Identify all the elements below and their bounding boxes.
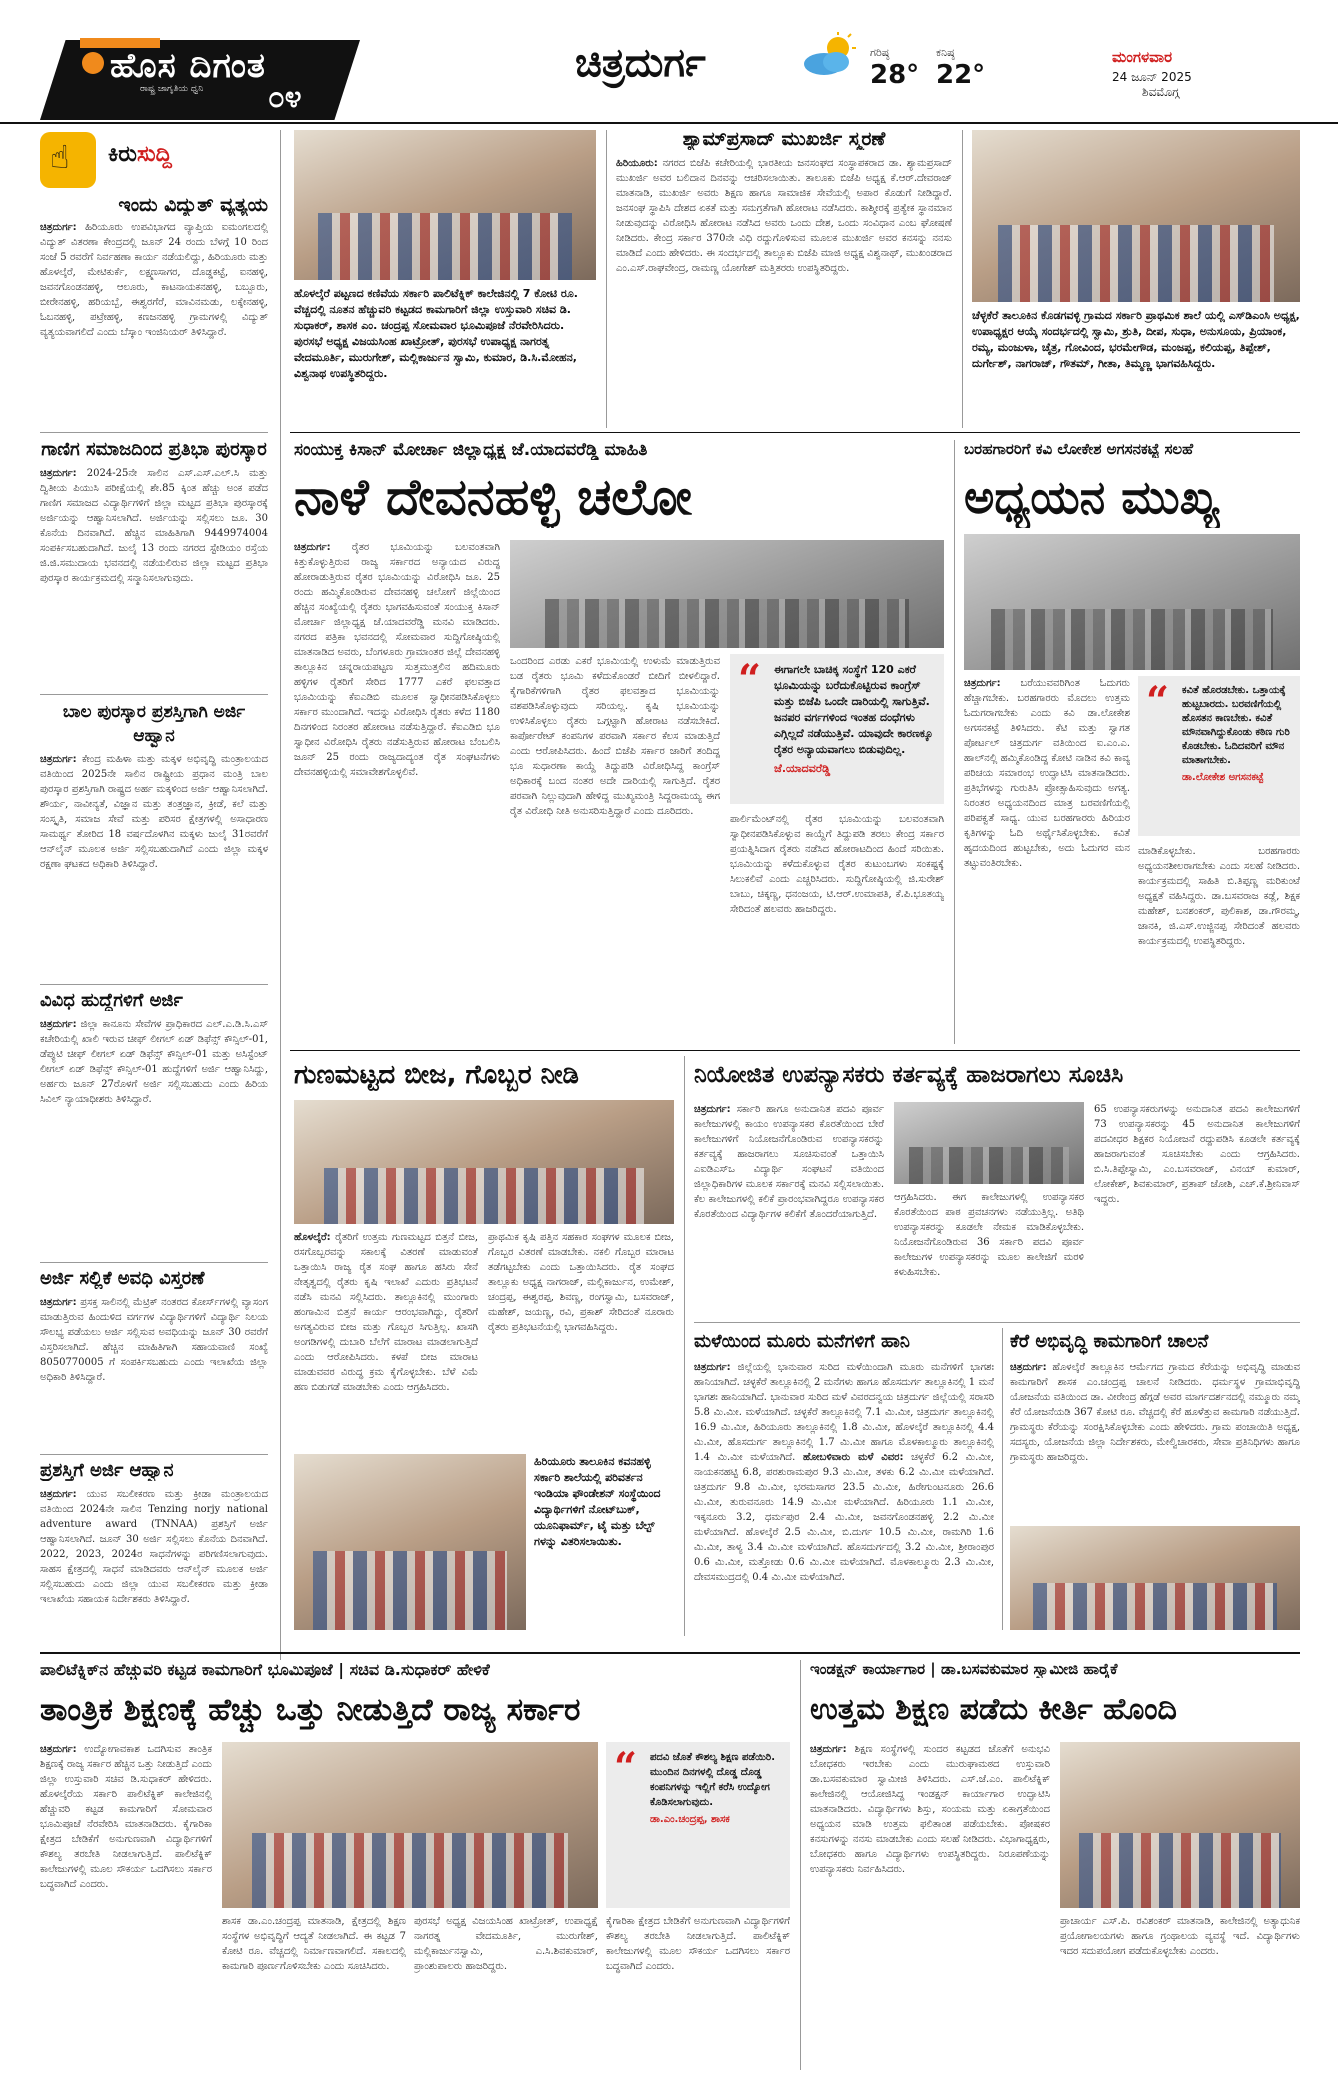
kere-body: [1010, 1360, 1300, 1520]
male-text-1: ಜಿಲ್ಲೆಯಲ್ಲಿ ಭಾನುವಾರ ಸುರಿದ ಮಳೆಯಿಂದಾಗಿ ಮೂರು ಮನೆಗಳಿಗೆ ಭಾಗಶಃ ಹಾನಿಯಾಗಿದೆ. ಚಳ್ಳಕೆರೆ ತಾಲ್ಲೂಕಿನಲ್ಲಿ 2 ಮನೆಗಳು ಹಾಗೂ ಹೊಸದುರ್ಗ ತಾಲ್ಲೂಕಿನಲ್ಲಿ 1 ಮನೆ ಭಾಗಶಃ ಹಾನಿಯಾಗಿದೆ. ಭಾನುವಾರ ಸುರಿದ ಮಳೆ ವಿವರದನ್ವಯ ಚಿತ್ರದುರ್ಗ ಜಿಲ್ಲೆಯಲ್ಲಿ ಸರಾಸರಿ 5.8 ಮಿ.ಮೀ. ಮಳೆಯಾಗಿದೆ. ಚಳ್ಳಕೆರೆ ತಾಲ್ಲೂಕಿನಲ್ಲಿ 7.1 ಮಿ.ಮೀ, ಚಿತ್ರದುರ್ಗ ತಾಲ್ಲೂಕಿನಲ್ಲಿ 16.9 ಮಿ.ಮೀ, ಹಿರಿಯೂರು ತಾಲ್ಲೂಕಿನಲ್ಲಿ 1.8 ಮಿ.ಮೀ, ಹೊಳಲ್ಕೆರೆ ತಾಲ್ಲೂಕಿನಲ್ಲಿ 4.4 ಮಿ.ಮೀ, ಹೊಸದುರ್ಗ ತಾಲ್ಲೂಕಿನಲ್ಲಿ 1.7 ಮಿ.ಮೀ ಹಾಗೂ ಮೊಳಕಾಲ್ಮೂರು ತಾಲ್ಲೂಕಿನಲ್ಲಿ 1.4 ಮಿ.ಮೀ ಮಳೆಯಾಗಿದೆ.: [694, 1362, 994, 1463]
photo-book-release: [964, 534, 1300, 670]
lead-body-col2: ಒಂದರಿಂದ ಎರಡು ಎಕರೆ ಭೂಮಿಯಲ್ಲಿ ಉಳುಮೆ ಮಾಡುತ್ತಿರುವ ಬಡ ರೈತರು ಭೂಮಿ ಕಳೆದುಕೊಂಡರೆ ಬೀದಿಗೆ ಬೀಳಲಿದ್ದಾರೆ. ಕೈಗಾರಿಕೆಗಳಿಗಾಗಿ ರೈತರ ಫಲವತ್ತಾದ ಭೂಮಿಯನ್ನು ವಶಪಡಿಸಿಕೊಳ್ಳುವುದು ಸರಿಯಲ್ಲ. ಕೃಷಿ ಭೂಮಿಯನ್ನು ಉಳಿಸಿಕೊಳ್ಳಲು ರೈತರು ಒಗ್ಗಟ್ಟಾಗಿ ಹೋರಾಟ ನಡೆಸಬೇಕಿದೆ. ಕಾರ್ಪೋರೇಟ್ ಕಂಪನಿಗಳ ಪರವಾಗಿ ಸರ್ಕಾರ ಕೆಲಸ ಮಾಡುತ್ತಿದೆ ಎಂದು ಆರೋಪಿಸಿದರು. ಹಿಂದೆ ಬಿಜೆಪಿ ಸರ್ಕಾರ ಜಾರಿಗೆ ತಂದಿದ್ದ ಭೂ ಸುಧಾರಣಾ ಕಾಯ್ದೆ ತಿದ್ದುಪಡಿ ವಿರೋಧಿಸಿದ್ದ ಕಾಂಗ್ರೆಸ್ ಅಧಿಕಾರಕ್ಕೆ ಬಂದ ನಂತರ ಅದೇ ದಾರಿಯಲ್ಲಿ ಸಾಗುತ್ತಿದೆ. ರೈತರ ಪರವಾಗಿ ನಿಲ್ಲುವುದಾಗಿ ಹೇಳಿದ್ದ ಮುಖ್ಯಮಂತ್ರಿ ಸಿದ್ದರಾಮಯ್ಯ ಈಗ ರೈತ ವಿರೋಧಿ ನೀತಿ ಅನುಸರಿಸುತ್ತಿದ್ದಾರೆ ಎಂದು ದೂರಿದರು.: [510, 656, 720, 817]
polytechnic-body-col3: ಪುರಸಭೆ ಅಧ್ಯಕ್ಷ ವಿಜಯಸಿಂಹ ಖಾಟ್ರೋತ್, ಉಪಾಧ್ಯಕ್ಷೆ ನಾಗರತ್ನ ವೇದಮೂರ್ತಿ, ಮುರುಗೇಶ್, ಮಲ್ಲಿಕಾರ್ಜುನಸ್ವಾಮಿ, ಎ.ಸಿ.ಶಿವಕುಮಾರ್, ಪ್ರಾಂಶುಪಾಲರು ಹಾಜರಿದ್ದರು.: [414, 1916, 598, 1972]
photo-caption: ಹೊಳಲ್ಕೆರೆ ಪಟ್ಟಣದ ಕಣಿವೆಯ ಸರ್ಕಾರಿ ಪಾಲಿಟೆಕ್ನಿಕ್ ಕಾಲೇಜಿನಲ್ಲಿ 7 ಕೋಟಿ ರೂ. ವೆಚ್ಚದಲ್ಲಿ ನೂತನ ಹೆಚ್ಚುವರಿ ಕಟ್ಟಡದ ಕಾಮಗಾರಿಗೆ ಜಿಲ್ಲಾ ಉಸ್ತುವಾರಿ ಸಚಿವ ಡಿ. ಸುಧಾಕರ್, ಶಾಸಕ ಎಂ. ಚಂದ್ರಪ್ಪ ಸೋಮವಾರ ಭೂಮಿಪೂಜೆ ನೆರವೇರಿಸಿದರು. ಪುರಸಭೆ ಅಧ್ಯಕ್ಷ ವಿಜಯಸಿಂಹ ಖಾಟ್ರೋತ್, ಪುರಸಭೆ ಉಪಾಧ್ಯಕ್ಷ ನಾಗರತ್ನ ವೇದಮೂರ್ತಿ, ಮುರುಗೇಶ್, ಮಲ್ಲಿಕಾರ್ಜುನ ಸ್ವಾಮಿ, ಕುಮಾರ, ಡಿ.ಸಿ.ಮೋಹನ, ವಿಶ್ವನಾಥ ಉಪಸ್ಥಿತರಿದ್ದರು.: [294, 287, 578, 380]
quote-mark-icon: “: [614, 1744, 638, 1791]
column-rule: [684, 1056, 685, 1636]
section-rule: [290, 1050, 1300, 1051]
polytechnic-body-col1: [40, 1742, 212, 2068]
max-temp-value: 28°: [870, 60, 920, 90]
issue-place: ಶಿವಮೊಗ್ಗ: [1142, 85, 1180, 99]
brief-3: [40, 700, 268, 980]
brief-5: [40, 1268, 268, 1475]
kere-text: ಹೊಳಲ್ಕೆರೆ ತಾಲ್ಲೂಕಿನ ಆರ್ಮೆಗದ ಗ್ರಾಮದ ಕೆರೆಯನ್ನು ಅಭಿವೃದ್ಧಿ ಮಾಡುವ ಕಾಮಗಾರಿಗೆ ಶಾಸಕ ಎಂ.ಚಂದ್ರಪ್ಪ ಚಾಲನೆ ನೀಡಿದರು. ಧರ್ಮಸ್ಥಳ ಗ್ರಾಮಾಭಿವೃದ್ಧಿ ಯೋಜನೆಯ ವತಿಯಿಂದ ಡಾ. ವೀರೇಂದ್ರ ಹೆಗ್ಗಡೆ ಅವರ ಮಾರ್ಗದರ್ಶನದಲ್ಲಿ ನಮ್ಮೂರು ನಮ್ಮ ಕೆರೆ ಯೋಜನೆಯಡಿ 367 ಕೋಟಿ ರೂ. ವೆಚ್ಚದಲ್ಲಿ ಕೆರೆ ಹೂಳೆತ್ತುವ ಕಾಮಗಾರಿ ನಡೆಯುತ್ತಿದೆ. ಗ್ರಾಮಸ್ಥರು ಕೆರೆಯನ್ನು ಸಂರಕ್ಷಿಸಿಕೊಳ್ಳಬೇಕು ಎಂದು ಹೇಳಿದರು. ಗ್ರಾಮ ಪಂಚಾಯಿತಿ ಅಧ್ಯಕ್ಷ, ಸದಸ್ಯರು, ಯೋಜನೆಯ ಜಿಲ್ಲಾ ನಿರ್ದೇಶಕರು, ಮೇಲ್ವಿಚಾರಕರು, ಸೇವಾ ಪ್ರತಿನಿಧಿಗಳು ಹಾಗೂ ಗ್ರಾಮಸ್ಥರು ಹಾಜರಿದ್ದರು.: [1010, 1362, 1300, 1463]
divider: [40, 1454, 268, 1455]
story-dateline: ಹಿರಿಯೂರು:: [616, 158, 658, 169]
brief-text: ಹಿರಿಯೂರು ಉಪವಿಭಾಗದ ವ್ಯಾಪ್ತಿಯ ಐಮಂಗಲದಲ್ಲಿ ವಿದ್ಯುತ್ ವಿತರಣಾ ಕೇಂದ್ರದಲ್ಲಿ ಜೂನ್ 24 ರಂದು ಬೆಳಗ್ಗೆ 10 ರಿಂದ ಸಂಜೆ 5 ರವರೆಗೆ ನಿರ್ವಹಣಾ ಕಾರ್ಯ ನಡೆಯಲಿದ್ದು, ಹಿರಿಯೂರು ಮತ್ತು ಹೊಳಲ್ಕೆರೆ, ಮೇಟಿಕುರ್ಕೆ, ಲಕ್ಷ್ಮಣಸಾಗರ, ದೊಡ್ಡಕಟ್ಟೆ, ಐನಹಳ್ಳಿ, ಜವನಗೊಂಡನಹಳ್ಳಿ, ಆಲೂರು, ಕಾಟನಾಯಕನಹಳ್ಳಿ, ಬಬ್ಬೂರು, ಬೀರೇನಹಳ್ಳಿ, ಹರಿಯಬ್ಬೆ, ಈಶ್ವರಗೆರೆ, ಮಾವಿನಮಡು, ಲಕ್ಕೇನಹಳ್ಳಿ, ಓಬನಹಳ್ಳಿ, ಪಟ್ರೇಹಳ್ಳಿ, ಕಣಜನಹಳ್ಳಿ ಗ್ರಾಮಗಳಲ್ಲಿ ವಿದ್ಯುತ್ ವ್ಯತ್ಯಯವಾಗಲಿದೆ ಎಂದು ಬೆಸ್ಕಾಂ ಇಂಜಿನಿಯರ್ ತಿಳಿಸಿದ್ದಾರೆ.: [40, 222, 268, 338]
masthead-rule: [0, 122, 1338, 124]
kiru-suddi-title: [108, 142, 172, 167]
photo-school-distribution: [294, 1454, 526, 1630]
male-headline: ಮಳೆಯಿಂದ ಮೂರು ಮನೆಗಳಿಗೆ ಹಾನಿ: [694, 1331, 910, 1352]
min-temp-value: 22°: [936, 60, 986, 90]
min-temp: [936, 46, 985, 90]
brief-dateline: ಚಿತ್ರದುರ್ಗ:: [40, 1489, 77, 1500]
photo-polytechnic-bhoomipooja: [294, 130, 596, 280]
beeja-headline: ಗುಣಮಟ್ಟದ ಬೀಜ, ಗೊಬ್ಬರ ನೀಡಿ: [294, 1060, 579, 1090]
brief-text: ಜಿಲ್ಲಾ ಕಾನೂನು ಸೇವೆಗಳ ಪ್ರಾಧಿಕಾರದ ಎಲ್.ಎ.ಡಿ.ಸಿ.ಎಸ್ ಕಚೇರಿಯಲ್ಲಿ ಖಾಲಿ ಇರುವ ಚೀಫ್ ಲೀಗಲ್ ಏಡ್ ಡಿಫೆನ್ಸ್ ಕೌನ್ಸಿಲ್-01, ಡೆಪ್ಯುಟಿ ಚೀಫ್ ಲೀಗಲ್ ಏಡ್ ಡಿಫೆನ್ಸ್ ಕೌನ್ಸಿಲ್-01 ಮತ್ತು ಅಸಿಸ್ಟೆಂಟ್ ಲೀಗಲ್ ಏಡ್ ಡಿಫೆನ್ಸ್ ಕೌನ್ಸಿಲ್-01 ಹುದ್ದೆಗಳಿಗೆ ಅರ್ಜಿ ಆಹ್ವಾನಿಸಿದ್ದು, ಅರ್ಹರು ಜೂನ್ 27ರೊಳಗೆ ಅರ್ಜಿ ಸಲ್ಲಿಸಬಹುದು ಎಂದು ಹಿರಿಯ ಸಿವಿಲ್ ನ್ಯಾಯಾಧೀಶರು ತಿಳಿಸಿದ್ದಾರೆ.: [40, 1019, 268, 1105]
adhyayana-kicker: ಬರಹಗಾರರಿಗೆ ಕವಿ ಲೋಕೇಶ ಅಗಸನಕಟ್ಟೆ ಸಲಹೆ: [964, 440, 1194, 458]
brief-body: [40, 752, 268, 980]
divider: [40, 432, 268, 433]
photo-sdmc-election: [972, 130, 1300, 302]
kiru-title-black: ಕಿರು: [108, 142, 137, 167]
upanyasaka-dateline: ಚಿತ್ರದುರ್ಗ:: [694, 1104, 731, 1115]
adhyayana-body-col1: [964, 676, 1130, 1044]
quote-text: ಕವಿತೆ ಹೊರಡಬೇಕು. ಒತ್ತಾಯಕ್ಕೆ ಹುಟ್ಟಬಾರದು. ಬರವಣಿಗೆಯಲ್ಲಿ ಹೊಸತನ ಕಾಣಬೇಕು. ಕವಿತೆ ಮೌನವಾಗಿದ್ದುಕೊಂಡು ಕಠಿಣ ಗುರಿ ಕೊಡಬೇಕು. ಓದಿದವರಿಗೆ ಮೌನ ಮಾತಾಗಬೇಕು.: [1182, 685, 1290, 766]
brief-headline: ಬಾಲ ಪುರಸ್ಕಾರ ಪ್ರಶಸ್ತಿಗಾಗಿ ಅರ್ಜಿ ಆಹ್ವಾನ: [62, 702, 246, 746]
kere-headline: ಕೆರೆ ಅಭಿವೃದ್ಧಿ ಕಾಮಗಾರಿಗೆ ಚಾಲನೆ: [1010, 1331, 1209, 1352]
story-mukherjee: [616, 128, 952, 424]
brief-headline: ಪ್ರಶಸ್ತಿಗೆ ಅರ್ಜಿ ಆಹ್ವಾನ: [40, 1460, 174, 1481]
story-headline: ಶ್ಯಾಮ್‌ಪ್ರಸಾದ್ ಮುಖರ್ಜಿ ಸ್ಮರಣೆ: [682, 128, 886, 150]
story-body: [616, 156, 952, 424]
beeja-text-1: ರೈತರಿಗೆ ಉತ್ತಮ ಗುಣಮಟ್ಟದ ಬಿತ್ತನೆ ಬೀಜ, ರಸಗೊಬ್ಬರವನ್ನು ಸಕಾಲಕ್ಕೆ ವಿತರಣೆ ಮಾಡುವಂತೆ ಒತ್ತಾಯಿಸಿ ರಾಜ್ಯ ರೈತ ಸಂಘ ಹಾಗೂ ಹಸಿರು ಸೇನೆ ನೇತೃತ್ವದಲ್ಲಿ ರೈತರು ಕೃಷಿ ಇಲಾಖೆ ಎದುರು ಪ್ರತಿಭಟನೆ ನಡೆಸಿ ಮನವಿ ಸಲ್ಲಿಸಿದರು. ತಾಲ್ಲೂಕಿನಲ್ಲಿ ಮುಂಗಾರು ಹಂಗಾಮಿನ ಬಿತ್ತನೆ ಕಾರ್ಯ ಆರಂಭವಾಗಿದ್ದು, ರೈತರಿಗೆ ಅಗತ್ಯವಿರುವ ಬೀಜ ಮತ್ತು ಗೊಬ್ಬರ ಸಿಗುತ್ತಿಲ್ಲ. ಖಾಸಗಿ ಅಂಗಡಿಗಳಲ್ಲಿ ದುಬಾರಿ ಬೆಲೆಗೆ ಮಾರಾಟ ಮಾಡಲಾಗುತ್ತಿದೆ ಎಂದು ಆರೋಪಿಸಿದರು. ಕಳಪೆ ಬೀಜ ಮಾರಾಟ ಮಾಡುವವರ ವಿರುದ್ಧ ಕ್ರಮ ಕೈಗೊಳ್ಳಬೇಕು. ಬೆಳೆ ವಿಮೆ ಹಣ ಬಿಡುಗಡೆ ಮಾಡಬೇಕು ಎಂದು ಆಗ್ರಹಿಸಿದರು.: [294, 1232, 478, 1393]
male-dateline: ಚಿತ್ರದುರ್ಗ:: [694, 1362, 731, 1373]
shikshana-headline: ಉತ್ತಮ ಶಿಕ್ಷಣ ಪಡೆದು ಕೀರ್ತಿ ಹೊಂದಿ: [810, 1692, 1177, 1727]
photo-lake-work: [1010, 1526, 1300, 1630]
brief-text: ಕೇಂದ್ರ ಮಹಿಳಾ ಮತ್ತು ಮಕ್ಕಳ ಅಭಿವೃದ್ಧಿ ಮಂತ್ರಾಲಯದ ವತಿಯಿಂದ 2025ನೇ ಸಾಲಿನ ರಾಷ್ಟ್ರೀಯ ಪ್ರಧಾನ ಮಂತ್ರಿ ಬಾಲ ಪುರಸ್ಕಾರ ಪ್ರಶಸ್ತಿಗಾಗಿ ರಾಷ್ಟ್ರದ ಅರ್ಹ ಮಕ್ಕಳಿಂದ ಅರ್ಜಿ ಆಹ್ವಾನಿಸಲಾಗಿದೆ. ಶೌರ್ಯ, ನಾವೀನ್ಯತೆ, ವಿಜ್ಞಾನ ಮತ್ತು ತಂತ್ರಜ್ಞಾನ, ಕ್ರೀಡೆ, ಕಲೆ ಮತ್ತು ಸಂಸ್ಕೃತಿ, ಸಮಾಜ ಸೇವೆ ಮತ್ತು ಪರಿಸರ ಕ್ಷೇತ್ರಗಳಲ್ಲಿ ಅಸಾಧಾರಣ ಸಾಮರ್ಥ್ಯ ತೋರಿದ 18 ವರ್ಷದೊಳಗಿನ ಮಕ್ಕಳು ಜುಲೈ 31ರವರೆಗೆ ಆನ್‌ಲೈನ್ ಮೂಲಕ ಅರ್ಜಿ ಸಲ್ಲಿಸಬಹುದಾಗಿದೆ ಎಂದು ಜಿಲ್ಲಾ ಮಕ್ಕಳ ರಕ್ಷಣಾ ಘಟಕದ ಅಧಿಕಾರಿ ತಿಳಿಸಿದ್ದಾರೆ.: [40, 754, 268, 870]
brief-text: 2024-25ನೇ ಸಾಲಿನ ಎಸ್.ಎಸ್.ಎಲ್.ಸಿ ಮತ್ತು ದ್ವಿತೀಯ ಪಿಯುಸಿ ಪರೀಕ್ಷೆಯಲ್ಲಿ ಶೇ.85 ಕ್ಕಿಂತ ಹೆಚ್ಚು ಅಂಕ ಪಡೆದ ಗಾಣಿಗ ಸಮಾಜದ ವಿದ್ಯಾರ್ಥಿಗಳಿಗೆ ಜಿಲ್ಲಾ ಮಟ್ಟದ ಪ್ರತಿಭಾ ಪುರಸ್ಕಾರಕ್ಕೆ ಅರ್ಜಿಯನ್ನು ಆಹ್ವಾನಿಸಲಾಗಿದೆ. ಅರ್ಜಿಯನ್ನು ಸಲ್ಲಿಸಲು ಜೂ. 30 ಕೊನೆಯ ದಿನವಾಗಿದೆ. ಹೆಚ್ಚಿನ ಮಾಹಿತಿಗಾಗಿ 9449974004 ಸಂಪರ್ಕಿಸಬಹುದಾಗಿದೆ. ಜುಲೈ 13 ರಂದು ನಗರದ ಸ್ಟೇಡಿಯಂ ರಸ್ತೆಯ ಜಿ.ಜಿ.ಸಮುದಾಯ ಭವನದಲ್ಲಿ ನಡೆಯಲಿರುವ ಜಿಲ್ಲಾ ಮಟ್ಟದ ಪ್ರತಿಭಾ ಪುರಸ್ಕಾರ ಕಾರ್ಯಕ್ರಮದಲ್ಲಿ ಸನ್ಮಾನಿಸಲಾಗುವುದು.: [40, 468, 268, 584]
brief-body: [40, 1487, 268, 1663]
adhyayana-body-col2: ಮಾಡಿಕೊಳ್ಳಬೇಕು. ಬರಹಗಾರರು ಅಧ್ಯಯನಶೀಲರಾಗಬೇಕು ಎಂದು ಸಲಹೆ ನೀಡಿದರು. ಕಾರ್ಯಕ್ರಮದಲ್ಲಿ ಸಾಹಿತಿ ಬಿ.ತಿಪ್ಪಣ್ಣ ಮರಿಕುಂಟೆ ಅಧ್ಯಕ್ಷತೆ ವಹಿಸಿದ್ದರು. ಡಾ.ಬಸವರಾಜ ಕಡ್ಲೆ, ಶಿಕ್ಷಕ ಮಹೇಶ್, ಬನಶಂಕರ್, ಪುಲಿಕಾಶ, ಡಾ.ಗೌರಮ್ಮ, ಜಾನಕಿ, ಜಿ.ಎಸ್.ಉಜ್ಜಿನಪ್ಪ ಸೇರಿದಂತೆ ಹಲವರು ಕಾರ್ಯಕ್ರಮದಲ್ಲಿ ಉಪಸ್ಥಿತರಿದ್ದರು.: [1138, 846, 1300, 947]
male-subhead: ಹೋಬಳಿವಾರು ಮಳೆ ವಿವರ:: [802, 1452, 904, 1463]
brief-headline: ಇಂದು ವಿದ್ಯುತ್ ವ್ಯತ್ಯಯ: [118, 194, 268, 216]
polytechnic-text-2: ಕೈಗಾರಿಕಾ ಕ್ಷೇತ್ರದ ಬೇಡಿಕೆಗೆ ಅನುಗುಣವಾಗಿ ವಿದ್ಯಾರ್ಥಿಗಳಿಗೆ ಕೌಶಲ್ಯ ತರಬೇತಿ ನೀಡಲಾಗುತ್ತಿದೆ. ಪಾಲಿಟೆಕ್ನಿಕ್ ಕಾಲೇಜುಗಳಲ್ಲಿ ಮೂಲ ಸೌಕರ್ಯ ಒದಗಿಸಲು ಸರ್ಕಾರ ಬದ್ಧವಾಗಿದೆ ಎಂದರು.: [40, 1819, 212, 1890]
brief-dateline: ಚಿತ್ರದುರ್ಗ:: [40, 754, 77, 765]
column-rule: [1002, 1328, 1003, 1630]
beeja-dateline: ಹೊಳಲ್ಕೆರೆ:: [294, 1232, 331, 1243]
section-rule: [290, 432, 1300, 433]
polytechnic-dateline: ಚಿತ್ರದುರ್ಗ:: [40, 1744, 77, 1755]
newspaper-logo: ಹೊಸ ದಿಗಂತ: [110, 46, 266, 86]
brief-text: ಯುವ ಸಬಲೀಕರಣ ಮತ್ತು ಕ್ರೀಡಾ ಮಂತ್ರಾಲಯದ ವತಿಯಿಂದ 2024ನೇ ಸಾಲಿನ Tenzing norjy national adventure award (TNNAA) ಪ್ರಶಸ್ತಿಗೆ ಅರ್ಜಿ ಆಹ್ವಾನಿಸಲಾಗಿದೆ. ಜೂನ್ 30 ಅರ್ಜಿ ಸಲ್ಲಿಸಲು ಕೊನೆಯ ದಿನವಾಗಿದೆ. 2022, 2023, 2024ರ ಸಾಧನೆಗಳನ್ನು ಪರಿಗಣಿಸಲಾಗುವುದು. ಸಾಹಸ ಕ್ಷೇತ್ರದಲ್ಲಿ ಸಾಧನೆ ಮಾಡಿದವರು ಆನ್‌ಲೈನ್ ಮೂಲಕ ಅರ್ಜಿ ಸಲ್ಲಿಸಬಹುದು ಎಂದು ಜಿಲ್ಲಾ ಯುವ ಸಬಲೀಕರಣ ಮತ್ತು ಕ್ರೀಡಾ ಇಲಾಖೆಯ ಸಹಾಯಕ ನಿರ್ದೇಶಕರು ತಿಳಿಸಿದ್ದಾರೆ.: [40, 1489, 268, 1605]
quote-text: ಈಗಾಗಲೇ ಬಾಚಿಕ್ಕ ಸಂಸ್ಥೆಗೆ 120 ಎಕರೆ ಭೂಮಿಯನ್ನು ಬರೆದುಕೊಟ್ಟಿರುವ ಕಾಂಗ್ರೆಸ್ ಮತ್ತು ಬಿಜೆಪಿ ಒಂದೇ ದಾರಿಯಲ್ಲಿ ಸಾಗುತ್ತಿವೆ. ಜನಪರ ವರ್ಗಗಳಿಂದ ಇಂತಹ ದಂಧೆಗಳು ಎಗ್ಗಿಲ್ಲದೆ ನಡೆಯುತ್ತಿವೆ. ಯಾವುದೇ ಕಾರಣಕ್ಕೂ ರೈತರ ಅನ್ಯಾಯವಾಗಲು ಬಿಡುವುದಿಲ್ಲ.: [774, 663, 933, 756]
quote-attribution: ಜೆ.ಯಾದವರೆಡ್ಡಿ: [774, 762, 831, 775]
upanyasaka-text-1: ಸರ್ಕಾರಿ ಹಾಗೂ ಅನುದಾನಿತ ಪದವಿ ಪೂರ್ವ ಕಾಲೇಜುಗಳಲ್ಲಿ ಕಾಯಂ ಉಪನ್ಯಾಸಕರ ಕೊರತೆಯಿಂದ ಬೇರೆ ಕಾಲೇಜುಗಳಿಗೆ ನಿಯೋಜನೆಗೊಂಡಿರುವ ಉಪನ್ಯಾಸಕರನ್ನು ಕರ್ತವ್ಯಕ್ಕೆ ಹಾಜರಾಗಲು ಸೂಚಿಸುವಂತೆ ಒತ್ತಾಯಿಸಿ ಎಐಡಿಎಸ್‌ಒ ವಿದ್ಯಾರ್ಥಿ ಸಂಘಟನೆ ವತಿಯಿಂದ ಜಿಲ್ಲಾಧಿಕಾರಿಗಳ ಮೂಲಕ ಸರ್ಕಾರಕ್ಕೆ ಮನವಿ ಸಲ್ಲಿಸಲಾಯಿತು. ಕೆಲ ಕಾಲೇಜುಗಳಲ್ಲಿ ಕಲಿಕೆ ಪ್ರಾರಂಭವಾಗಿದ್ದರೂ ಉಪನ್ಯಾಸಕರ ಕೊರತೆಯಿಂದ ವಿದ್ಯಾರ್ಥಿಗಳ ಕಲಿಕೆಗೆ ತೊಂದರೆಯಾಗುತ್ತಿದೆ.: [694, 1104, 884, 1220]
photo-press-meet: [510, 540, 944, 648]
brief-headline: ಗಾಣಿಗ ಸಮಾಜದಿಂದ ಪ್ರತಿಭಾ ಪುರಸ್ಕಾರ: [41, 439, 267, 460]
shikshana-text-1: ಶಿಕ್ಷಣ ಸಂಸ್ಥೆಗಳಲ್ಲಿ ಸುಂದರ ಕಟ್ಟಡದ ಜೊತೆಗೆ ಅನುಭವಿ ಬೋಧಕರು ಇರಬೇಕು ಎಂದು ಮುರುಘಾಮಠದ ಉಸ್ತುವಾರಿ ಡಾ.ಬಸವಕುಮಾರ ಸ್ವಾಮೀಜಿ ತಿಳಿಸಿದರು. ಎಸ್.ಜೆ.ಎಂ. ಪಾಲಿಟೆಕ್ನಿಕ್ ಕಾಲೇಜಿನಲ್ಲಿ ಆಯೋಜಿಸಿದ್ದ ಇಂಡಕ್ಷನ್ ಕಾರ್ಯಾಗಾರ ಉದ್ಘಾಟಿಸಿ ಮಾತನಾಡಿದರು. ವಿದ್ಯಾರ್ಥಿಗಳು ಶಿಸ್ತು, ಸಂಯಮ ಮತ್ತು ಏಕಾಗ್ರತೆಯಿಂದ ಅಧ್ಯಯನ ಮಾಡಿ ಉತ್ತಮ ಫಲಿತಾಂಶ ಪಡೆಯಬೇಕು. ಪೋಷಕರ ಕನಸುಗಳನ್ನು ನನಸು ಮಾಡಬೇಕು ಎಂದು ಸಲಹೆ ನೀಡಿದರು.: [810, 1744, 1050, 1845]
brief-1: [40, 194, 268, 450]
brief-dateline: ಚಿತ್ರದುರ್ಗ:: [40, 1297, 77, 1308]
quote-attribution: ಡಾ.ಲೋಕೇಶ ಅಗಸನಕಟ್ಟೆ: [1182, 772, 1264, 783]
male-body: [694, 1360, 994, 1630]
lead-text-1: ರೈತರ ಭೂಮಿಯನ್ನು ಬಲವಂತವಾಗಿ ಕಿತ್ತುಕೊಳ್ಳುತ್ತಿರುವ ರಾಜ್ಯ ಸರ್ಕಾರದ ಅನ್ಯಾಯದ ವಿರುದ್ಧ ಹೋರಾಡುತ್ತಿರುವ ರೈತರ ಭೂಮಿಯನ್ನು ವಿರೋಧಿಸಿ ಜೂ. 25 ರಂದು ಹಮ್ಮಿಕೊಂಡಿರುವ ದೇವನಹಳ್ಳಿ ಚಲೋಗೆ ಜಿಲ್ಲೆಯಿಂದ ಹೆಚ್ಚಿನ ಸಂಖ್ಯೆಯಲ್ಲಿ ರೈತರು ಭಾಗವಹಿಸುವಂತೆ ಸಂಯುಕ್ತ ಕಿಸಾನ್ ಮೋರ್ಚಾ ಜಿಲ್ಲಾಧ್ಯಕ್ಷ ಜೆ.ಯಾದವರೆಡ್ಡಿ ಮನವಿ ಮಾಡಿದರು. ನಗರದ ಪತ್ರಿಕಾ ಭವನದಲ್ಲಿ ಸೋಮವಾರ ಸುದ್ದಿಗೋಷ್ಠಿಯಲ್ಲಿ ಮಾತನಾಡಿದ ಅವರು, ಬೆಂಗಳೂರು ಗ್ರಾಮಾಂತರ ಜಿಲ್ಲೆ ದೇವನಹಳ್ಳಿ ತಾಲ್ಲೂಕಿನ ಚನ್ನರಾಯಪಟ್ಟಣ ಸುತ್ತಮುತ್ತಲಿನ ಹದಿಮೂರು ಹಳ್ಳಿಗಳ ರೈತರಿಗೆ ಸೇರಿದ 1777 ಎಕರೆ ಫಲವತ್ತಾದ ಭೂಮಿಯನ್ನು ಕೆಐಎಡಿಬಿ ಮೂಲಕ ಸ್ವಾಧೀನಪಡಿಸಿಕೊಳ್ಳಲು ಸರ್ಕಾರ ಮುಂದಾಗಿದೆ. ಇದನ್ನು ವಿರೋಧಿಸಿ ರೈತರು ಕಳೆದ 1180 ದಿನಗಳಿಂದ ನಿರಂತರ ಹೋರಾಟ ನಡೆಸುತ್ತಿದ್ದಾರೆ. ಕೆಐಎಡಿಬಿ ಭೂ ಸ್ವಾಧೀನ ವಿರೋಧಿಸಿ ರೈತರು ನಡೆಸುತ್ತಿರುವ ಹೋರಾಟ ಬೆಂಬಲಿಸಿ ಜೂನ್ 25 ರಂದು ರಾಜ್ಯದಾದ್ಯಂತ ರೈತ ಸಂಘಟನೆಗಳು ದೇವನಹಳ್ಳಿಯಲ್ಲಿ ಸಮಾವೇಶಗೊಳ್ಳಲಿವೆ.: [294, 542, 500, 778]
brief-body: [40, 1017, 268, 1247]
shikshana-dateline: ಚಿತ್ರದುರ್ಗ:: [810, 1744, 847, 1755]
brief-dateline: ಚಿತ್ರದುರ್ಗ:: [40, 222, 77, 233]
shikshana-body-col2: ಪ್ರಾಚಾರ್ಯ ಎಸ್.ಪಿ. ರವಿಶಂಕರ್ ಮಾತನಾಡಿ, ಕಾಲೇಜಿನಲ್ಲಿ ಅತ್ಯಾಧುನಿಕ ಪ್ರಯೋಗಾಲಯಗಳು ಹಾಗೂ ಗ್ರಂಥಾಲಯ ವ್ಯವಸ್ಥೆ ಇದೆ. ವಿದ್ಯಾರ್ಥಿಗಳು ಇದರ ಸದುಪಯೋಗ ಪಡೆದುಕೊಳ್ಳಬೇಕು ಎಂದರು.: [1060, 1916, 1300, 1957]
upanyasaka-headline: ನಿಯೋಜಿತ ಉಪನ್ಯಾಸಕರು ಕರ್ತವ್ಯಕ್ಕೆ ಹಾಜರಾಗಲು ಸೂಚಿಸಿ: [694, 1062, 1124, 1088]
logo-tagline: ರಾಷ್ಟ್ರ ಜಾಗೃತಿಯ ಧ್ವನಿ: [140, 84, 204, 94]
beeja-body-col1: [294, 1230, 478, 1448]
divider: [40, 694, 268, 695]
brief-body: [40, 1295, 268, 1475]
quote-text: ಪದವಿ ಜೊತೆ ಕೌಶಲ್ಯ ಶಿಕ್ಷಣ ಪಡೆಯಿರಿ. ಮುಂದಿನ ದಿನಗಳಲ್ಲಿ ದೊಡ್ಡ ದೊಡ್ಡ ಕಂಪನಿಗಳನ್ನು ಇಲ್ಲಿಗೆ ಕರೆಸಿ ಉದ್ಯೋಗ ಕೊಡಿಸಲಾಗುವುದು.: [650, 1752, 775, 1808]
brief-2: [40, 438, 268, 672]
polytechnic-body-col2: ಶಾಸಕ ಡಾ.ಎಂ.ಚಂದ್ರಪ್ಪ ಮಾತನಾಡಿ, ಕ್ಷೇತ್ರದಲ್ಲಿ ಶಿಕ್ಷಣ ಸಂಸ್ಥೆಗಳ ಅಭಿವೃದ್ಧಿಗೆ ಆದ್ಯತೆ ನೀಡಲಾಗಿದೆ. ಈ ಕಟ್ಟಡ 7 ಕೋಟಿ ರೂ. ವೆಚ್ಚದಲ್ಲಿ ನಿರ್ಮಾಣವಾಗಲಿದೆ. ಸಕಾಲದಲ್ಲಿ ಕಾಮಗಾರಿ ಪೂರ್ಣಗೊಳಿಸಬೇಕು ಎಂದು ಸೂಚಿಸಿದರು.: [222, 1916, 406, 1972]
column-rule: [606, 130, 607, 428]
photo-farmers-protest: [294, 1100, 674, 1224]
min-temp-label: ಕನಿಷ್ಠ: [936, 46, 955, 59]
polytechnic-headline: ತಾಂತ್ರಿಕ ಶಿಕ್ಷಣಕ್ಕೆ ಹೆಚ್ಚು ಒತ್ತು ನೀಡುತ್ತಿದೆ ರಾಜ್ಯ ಸರ್ಕಾರ: [40, 1692, 581, 1728]
issue-date: 24 ಜೂನ್ 2025: [1112, 70, 1192, 84]
photo-minister-bhoomipooja: [222, 1742, 598, 1908]
photo-caption: ಚೆಳ್ಳಕೆರೆ ತಾಲೂಕಿನ ಕೊಡಗವಳ್ಳಿ ಗ್ರಾಮದ ಸರ್ಕಾರಿ ಪ್ರಾಥಮಿಕ ಶಾಲೆ ಯಲ್ಲಿ ಎಸ್‌ಡಿಎಂಸಿ ಅಧ್ಯಕ್ಷ, ಉಪಾಧ್ಯಕ್ಷರ ಆಯ್ಕೆ ಸಂದರ್ಭದಲ್ಲಿ ಸ್ವಾಮಿ, ಶ್ರುತಿ, ದೀಪ, ಸುಧಾ, ಅನುಸೂಯ, ಪ್ರಿಯಾಂಕ, ರಮ್ಯ, ಮಂಜುಳಾ, ಚೈತ್ರ, ಗೋವಿಂದ, ಭರಮೇಗೌಡ, ಮಂಜಪ್ಪ, ಕಲಿಯಪ್ಪ, ತಿಪ್ಪೇಶ್, ದುರ್ಗೇಶ್, ನಾಗರಾಜ್, ಗೌತಮ್, ಗೀತಾ, ತಿಮ್ಮಣ್ಣ ಭಾಗವಹಿಸಿದ್ದರು.: [972, 309, 1300, 370]
brief-headline: ವಿವಿಧ ಹುದ್ದೆಗಳಿಗೆ ಅರ್ಜಿ: [40, 990, 183, 1011]
brief-body: [40, 466, 268, 672]
photo-induction-workshop: [1060, 1742, 1300, 1908]
kere-dateline: ಚಿತ್ರದುರ್ಗ:: [1010, 1362, 1047, 1373]
lead-body-col3: ಪಾರ್ಲಿಮೆಂಟ್‌ನಲ್ಲಿ ರೈತರ ಭೂಮಿಯನ್ನು ಬಲವಂತವಾಗಿ ಸ್ವಾಧೀನಪಡಿಸಿಕೊಳ್ಳುವ ಕಾಯ್ದೆಗೆ ತಿದ್ದುಪಡಿ ತರಲು ಕೇಂದ್ರ ಸರ್ಕಾರ ಪ್ರಯತ್ನಿಸಿದಾಗ ರೈತರು ನಡೆಸಿದ ಹೋರಾಟದಿಂದ ಹಿಂದೆ ಸರಿಯಿತು. ಭೂಮಿಯನ್ನು ಕಳೆದುಕೊಳ್ಳುವ ರೈತರ ಕುಟುಂಬಗಳು ಸಂಕಷ್ಟಕ್ಕೆ ಸಿಲುಕಲಿವೆ ಎಂದು ಎಚ್ಚರಿಸಿದರು. ಸುದ್ದಿಗೋಷ್ಠಿಯಲ್ಲಿ ಜಿ.ಸುರೇಶ್ ಬಾಬು, ಚಿಕ್ಕಣ್ಣ, ಧನಂಜಯ, ಟಿ.ಆರ್.ಉಮಾಪತಿ, ಕೆ.ಪಿ.ಭೂತಯ್ಯ ಸೇರಿದಂತೆ ಹಲವರು ಹಾಜರಿದ್ದರು.: [730, 814, 944, 915]
divider: [40, 1262, 268, 1263]
adhyayana-headline: ಅಧ್ಯಯನ ಮುಖ್ಯ: [964, 470, 1220, 524]
divider: [694, 1322, 1300, 1323]
quote-attribution: ಡಾ.ಎಂ.ಚಂದ್ರಪ್ಪ, ಶಾಸಕ: [650, 1814, 730, 1825]
lead-kicker: ಸಂಯುಕ್ತ ಕಿಸಾನ್ ಮೋರ್ಚಾ ಜಿಲ್ಲಾಧ್ಯಕ್ಷ ಜೆ.ಯಾದವರೆಡ್ಡಿ ಮಾಹಿತಿ: [294, 440, 648, 460]
masthead: [0, 0, 1338, 120]
brief-dateline: ಚಿತ್ರದುರ್ಗ:: [40, 468, 77, 479]
section-rule: [40, 1652, 1300, 1654]
kiru-title-red: ಸುದ್ದಿ: [136, 142, 172, 167]
adhyayana-text-1: ಬರೆಯುವವರಿಗಿಂತ ಓದುಗರು ಹೆಚ್ಚಾಗಬೇಕು. ಬರಹಗಾರರು ಮೊದಲು ಉತ್ತಮ ಓದುಗರಾಗಬೇಕು ಎಂದು ಕವಿ ಡಾ.ಲೋಕೇಶ ಅಗಸನಕಟ್ಟೆ ತಿಳಿಸಿದರು. ಕೆಟಿ ಮತ್ತು ಸ್ವಾಗತ ಪೋರ್ಟಲ್ ಚಿತ್ರದುರ್ಗ ವತಿಯಿಂದ ಐ.ಎಂ.ಎ. ಹಾಲ್‌ನಲ್ಲಿ ಹಮ್ಮಿಕೊಂಡಿದ್ದ ಕೋಟಿ ನಾಡಿನ ಕವಿ ಕಾವ್ಯ ಪರಿಚಯ ಸಮಾರಂಭ ಉದ್ಘಾಟಿಸಿ ಮಾತನಾಡಿದರು. ಪ್ರತಿಭೆಗಳನ್ನು ಗುರುತಿಸಿ ಪ್ರೋತ್ಸಾಹಿಸುವುದು ಅಗತ್ಯ. ನಿರಂತರ ಅಧ್ಯಯನದಿಂದ ಮಾತ್ರ ಬರವಣಿಗೆಯಲ್ಲಿ ಪರಿಪಕ್ವತೆ ಸಾಧ್ಯ. ಯುವ ಬರಹಗಾರರು ಹಿರಿಯರ ಕೃತಿಗಳನ್ನು ಓದಿ ಅರ್ಥೈಸಿಕೊಳ್ಳಬೇಕು. ಕವಿತೆ ಹೃದಯದಿಂದ ಹುಟ್ಟಬೇಕು, ಅದು ಓದುಗರ ಮನ ತಟ್ಟುವಂತಿರಬೇಕು.: [964, 678, 1130, 869]
max-temp: [870, 46, 919, 90]
shikshana-kicker: ಇಂಡಕ್ಷನ್ ಕಾರ್ಯಾಗಾರ | ಡಾ.ಬಸವಕುಮಾರ ಸ್ವಾಮೀಜಿ ಹಾರೈಕೆ: [810, 1660, 1118, 1678]
brief-6: [40, 1460, 268, 1663]
beeja-body-col2: ಪ್ರಾಥಮಿಕ ಕೃಷಿ ಪತ್ತಿನ ಸಹಕಾರ ಸಂಘಗಳ ಮೂಲಕ ಬೀಜ, ಗೊಬ್ಬರ ವಿತರಣೆ ಮಾಡಬೇಕು. ನಕಲಿ ಗೊಬ್ಬರ ಮಾರಾಟ ತಡೆಗಟ್ಟಬೇಕು ಎಂದು ಒತ್ತಾಯಿಸಿದರು. ರೈತ ಸಂಘದ ತಾಲ್ಲೂಕು ಅಧ್ಯಕ್ಷ ನಾಗರಾಜ್, ಮಲ್ಲಿಕಾರ್ಜುನ, ಉಮೇಶ್, ಚಂದ್ರಪ್ಪ, ಈಶ್ವರಪ್ಪ, ಶಿವಣ್ಣ, ರಂಗಸ್ವಾಮಿ, ಬಸವರಾಜ್, ಮಹೇಶ್, ಜಯಣ್ಣ, ರವಿ, ಪ್ರಕಾಶ್ ಸೇರಿದಂತೆ ನೂರಾರು ರೈತರು ಪ್ರತಿಭಟನೆಯಲ್ಲಿ ಭಾಗವಹಿಸಿದ್ದರು.: [488, 1232, 674, 1333]
hand-icon: ☝: [40, 132, 96, 188]
adhyayana-pull-quote: [1138, 676, 1300, 836]
lead-headline: ನಾಳೆ ದೇವನಹಳ್ಳಿ ಚಲೋ: [294, 468, 692, 526]
upanyasaka-body-col2: ಆಗ್ರಹಿಸಿದರು. ಈಗ ಕಾಲೇಜುಗಳಲ್ಲಿ ಉಪನ್ಯಾಸಕರ ಕೊರತೆಯಿಂದ ಪಾಠ ಪ್ರವಚನಗಳು ನಡೆಯುತ್ತಿಲ್ಲ. ಅತಿಥಿ ಉಪನ್ಯಾಸಕರನ್ನು ಕೂಡಲೇ ನೇಮಕ ಮಾಡಿಕೊಳ್ಳಬೇಕು. ನಿಯೋಜನೆಗೊಂಡಿರುವ 36 ಸರ್ಕಾರಿ ಪದವಿ ಪೂರ್ವ ಕಾಲೇಜುಗಳ ಉಪನ್ಯಾಸಕರನ್ನು ಮೂಲ ಕಾಲೇಜಿಗೆ ಮರಳಿ ಕಳುಹಿಸಬೇಕು.: [894, 1192, 1084, 1278]
polytechnic-pull-quote: [606, 1742, 790, 1908]
brief-headline: ಅರ್ಜಿ ಸಲ್ಲಿಕೆ ಅವಧಿ ವಿಸ್ತರಣೆ: [40, 1268, 205, 1289]
page-number: ೦೪: [268, 80, 302, 115]
upanyasaka-body-col1: [694, 1102, 884, 1316]
brief-4: [40, 990, 268, 1247]
photo-caption: ಹಿರಿಯೂರು ತಾಲೂಕಿನ ಕವನಹಳ್ಳಿ ಸರ್ಕಾರಿ ಶಾಲೆಯಲ್ಲಿ ಪರಿವರ್ತನ ಇಂಡಿಯಾ ಫೌಂಡೇಶನ್ ಸಂಸ್ಥೆಯಿಂದ ವಿದ್ಯಾರ್ಥಿಗಳಿಗೆ ನೋಟ್‌ಬುಕ್, ಯೂನಿಫಾರ್ಮ್, ಟೈ ಮತ್ತು ಬೆಲ್ಟ್ ಗಳನ್ನು ವಿತರಿಸಲಾಯಿತು.: [534, 1455, 661, 1548]
lead-dateline: ಚಿತ್ರದುರ್ಗ:: [294, 542, 331, 553]
male-text-2: ಚಳ್ಳಕೆರೆ 6.2 ಮಿ.ಮೀ, ನಾಯಕನಹಟ್ಟಿ 6.8, ಪರಶುರಾಮಪುರ 9.3 ಮಿ.ಮೀ, ತಳಕು 6.2 ಮಿ.ಮೀ ಮಳೆಯಾಗಿದೆ. ಚಿತ್ರದುರ್ಗ 9.8 ಮಿ.ಮೀ, ಭರಮಸಾಗರ 23.5 ಮಿ.ಮೀ, ಹಿರೇಗುಂಟನೂರು 26.6 ಮಿ.ಮೀ, ತುರುವನೂರು 14.9 ಮಿ.ಮೀ ಮಳೆಯಾಗಿದೆ. ಹಿರಿಯೂರು 1.1 ಮಿ.ಮೀ, ಇಕ್ಕನೂರು 3.2, ಧರ್ಮಪುರ 2.4 ಮಿ.ಮೀ, ಜವನಗೊಂಡನಹಳ್ಳಿ 2.2 ಮಿ.ಮೀ ಮಳೆಯಾಗಿದೆ. ಹೊಳಲ್ಕೆರೆ 2.5 ಮಿ.ಮೀ, ಬಿ.ದುರ್ಗ 10.5 ಮಿ.ಮೀ, ರಾಮಗಿರಿ 1.6 ಮಿ.ಮೀ, ತಾಳ್ಯ 3.4 ಮಿ.ಮೀ ಮಳೆಯಾಗಿದೆ. ಹೊಸದುರ್ಗದಲ್ಲಿ 3.2 ಮಿ.ಮೀ, ಶ್ರೀರಾಂಪುರ 0.6 ಮಿ.ಮೀ, ಮತ್ತೋಡು 0.6 ಮಿ.ಮೀ ಮಳೆಯಾಗಿದೆ. ಮೊಳಕಾಲ್ಮೂರು 2.3 ಮಿ.ಮೀ, ದೇವಸಮುದ್ರದಲ್ಲಿ 0.4 ಮಿ.ಮೀ ಮಳೆಯಾಗಿದೆ.: [694, 1452, 994, 1583]
dateline-box: [1112, 48, 1312, 100]
brief-dateline: ಚಿತ್ರದುರ್ಗ:: [40, 1019, 77, 1030]
shikshana-body-col1: [810, 1742, 1050, 2068]
edition-city: ಚಿತ್ರದುರ್ಗ: [575, 40, 706, 86]
weekday: ಮಂಗಳವಾರ: [1112, 48, 1312, 66]
upanyasaka-body-col3: 65 ಉಪನ್ಯಾಸಕರುಗಳನ್ನು ಅನುದಾನಿತ ಪದವಿ ಕಾಲೇಜುಗಳಿಗೆ 73 ಉಪನ್ಯಾಸಕರನ್ನು 45 ಅನುದಾನಿತ ಕಾಲೇಜುಗಳಿಗೆ ಪದವೀಧರ ಶಿಕ್ಷಕರ ನಿಯೋಜನೆ ರದ್ದುಪಡಿಸಿ ಕೂಡಲೇ ಕರ್ತವ್ಯಕ್ಕೆ ಹಾಜರಾಗುವಂತೆ ಸೂಚಿಸಬೇಕು ಎಂದು ಆಗ್ರಹಿಸಿದರು. ಬಿ.ಸಿ.ತಿಪ್ಪೇಸ್ವಾಮಿ, ಎಂ.ಬಸವರಾಜ್, ವಿನಯ್ ಕುಮಾರ್, ಲೋಕೇಶ್, ಶಿವಕುಮಾರ್, ಪ್ರತಾಪ್ ಜೋಶಿ, ಎಚ್.ಕೆ.ಶ್ರೀನಿವಾಸ್ ಇದ್ದರು.: [1094, 1104, 1300, 1205]
polytechnic-body-col4: ಕೈಗಾರಿಕಾ ಕ್ಷೇತ್ರದ ಬೇಡಿಕೆಗೆ ಅನುಗುಣವಾಗಿ ವಿದ್ಯಾರ್ಥಿಗಳಿಗೆ ಕೌಶಲ್ಯ ತರಬೇತಿ ನೀಡಲಾಗುತ್ತಿದೆ. ಪಾಲಿಟೆಕ್ನಿಕ್ ಕಾಲೇಜುಗಳಲ್ಲಿ ಮೂಲ ಸೌಕರ್ಯ ಒದಗಿಸಲು ಸರ್ಕಾರ ಬದ್ಧವಾಗಿದೆ ಎಂದರು.: [606, 1916, 790, 1972]
column-rule: [962, 130, 963, 428]
polytechnic-kicker: ಪಾಲಿಟೆಕ್ನಿಕ್‌ನ ಹೆಚ್ಚುವರಿ ಕಟ್ಟಡ ಕಾಮಗಾರಿಗೆ ಭೂಮಿಪೂಜೆ | ಸಚಿವ ಡಿ.ಸುಧಾಕರ್ ಹೇಳಿಕೆ: [40, 1660, 490, 1679]
logo-emblem-icon: [82, 52, 104, 74]
story-text: ನಗರದ ಬಿಜೆಪಿ ಕಚೇರಿಯಲ್ಲಿ ಭಾರತೀಯ ಜನಸಂಘದ ಸಂಸ್ಥಾಪಕರಾದ ಡಾ. ಶ್ಯಾಮಪ್ರಸಾದ್ ಮುಖರ್ಜಿ ಅವರ ಬಲಿದಾನ ದಿನವನ್ನು ಆಚರಿಸಲಾಯಿತು. ತಾಲೂಕು ಬಿಜೆಪಿ ಅಧ್ಯಕ್ಷ ಕೆ.ಆರ್.ದೇವರಾಜ್ ಮಾತನಾಡಿ, ಮುಖರ್ಜಿ ಅವರು ಶಿಕ್ಷಣ ಹಾಗೂ ಸಾಮಾಜಿಕ ಸೇವೆಯಲ್ಲಿ ಅಪಾರ ಕೊಡುಗೆ ನೀಡಿದ್ದಾರೆ. ಜನಸಂಘ ಸ್ಥಾಪಿಸಿ ದೇಶದ ಏಕತೆ ಮತ್ತು ಸಮಗ್ರತೆಗಾಗಿ ಹೋರಾಟ ನಡೆಸಿದರು. ಕಾಶ್ಮೀರಕ್ಕೆ ಪ್ರತ್ಯೇಕ ಸ್ಥಾನಮಾನ ನೀಡುವುದನ್ನು ವಿರೋಧಿಸಿ ಹೋರಾಟ ನಡೆಸಿದ ಅವರು ಒಂದು ದೇಶ, ಒಂದು ಸಂವಿಧಾನ ಎಂಬ ಘೋಷಣೆ ನೀಡಿದರು. ಕೇಂದ್ರ ಸರ್ಕಾರ 370ನೇ ವಿಧಿ ರದ್ದುಗೊಳಿಸುವ ಮೂಲಕ ಮುಖರ್ಜಿ ಅವರ ಕನಸನ್ನು ನನಸು ಮಾಡಿದೆ ಎಂದು ಹೇಳಿದರು. ಈ ಸಂದರ್ಭದಲ್ಲಿ ತಾಲ್ಲೂಕು ಬಿಜೆಪಿ ಮಾಜಿ ಅಧ್ಯಕ್ಷ ವಿಶ್ವನಾಥ್, ಮುಖಂಡರಾದ ಎಂ.ಎಸ್.ರಾಘವೇಂದ್ರ, ರಾಮಣ್ಣ ಯೋಗೇಶ್ ಮತ್ತಿತರರು ಉಪಸ್ಥಿತರಿದ್ದರು.: [616, 158, 952, 274]
max-temp-label: ಗರಿಷ್ಠ: [870, 46, 890, 59]
adhyayana-dateline: ಚಿತ್ರದುರ್ಗ:: [964, 678, 1001, 689]
column-rule: [954, 440, 955, 1044]
divider: [40, 984, 268, 985]
column-rule: [280, 130, 281, 1660]
partly-cloudy-icon: [800, 32, 860, 82]
quote-mark-icon: “: [738, 656, 762, 703]
column-rule: [800, 1660, 801, 2070]
polytechnic-text-1: ಉದ್ಯೋಗಾವಕಾಶ ಒದಗಿಸುವ ತಾಂತ್ರಿಕ ಶಿಕ್ಷಣಕ್ಕೆ ರಾಜ್ಯ ಸರ್ಕಾರ ಹೆಚ್ಚಿನ ಒತ್ತು ನೀಡುತ್ತಿದೆ ಎಂದು ಜಿಲ್ಲಾ ಉಸ್ತುವಾರಿ ಸಚಿವ ಡಿ.ಸುಧಾಕರ್ ಹೇಳಿದರು. ಹೊಳಲ್ಕೆರೆಯ ಸರ್ಕಾರಿ ಪಾಲಿಟೆಕ್ನಿಕ್ ಕಾಲೇಜಿನಲ್ಲಿ ಹೆಚ್ಚುವರಿ ಕಟ್ಟಡ ಕಾಮಗಾರಿಗೆ ಸೋಮವಾರ ಭೂಮಿಪೂಜೆ ನೆರವೇರಿಸಿ ಮಾತನಾಡಿದರು.: [40, 1744, 212, 1830]
lead-pull-quote: [730, 654, 944, 804]
shikshana-text-3: ವಿಭಾಗಾಧ್ಯಕ್ಷರು, ಬೋಧಕರು ಹಾಗೂ ವಿದ್ಯಾರ್ಥಿಗಳು ಉಪಸ್ಥಿತರಿದ್ದರು. ನಿರೂಪಣೆಯನ್ನು ಉಪನ್ಯಾಸಕರು ನಿರ್ವಹಿಸಿದರು.: [810, 1834, 1050, 1875]
brief-body: [40, 220, 268, 450]
quote-mark-icon: “: [1146, 678, 1170, 725]
brief-text: ಪ್ರಸಕ್ತ ಸಾಲಿನಲ್ಲಿ ಮೆಟ್ರಿಕ್ ನಂತರದ ಕೋರ್ಸ್‌ಗಳಲ್ಲಿ ವ್ಯಾಸಂಗ ಮಾಡುತ್ತಿರುವ ಹಿಂದುಳಿದ ವರ್ಗಗಳ ವಿದ್ಯಾರ್ಥಿಗಳಿಗೆ ವಿದ್ಯಾರ್ಥಿ ನಿಲಯ ಸೌಲಭ್ಯ ಪಡೆಯಲು ಅರ್ಜಿ ಸಲ್ಲಿಸುವ ಅವಧಿಯನ್ನು ಜೂನ್ 30 ರವರೆಗೆ ವಿಸ್ತರಿಸಲಾಗಿದೆ. ಹೆಚ್ಚಿನ ಮಾಹಿತಿಗಾಗಿ ಸಹಾಯವಾಣಿ ಸಂಖ್ಯೆ 8050770005 ಗೆ ಸಂಪರ್ಕಿಸಬಹುದು ಎಂದು ಇಲಾಖೆಯ ಜಿಲ್ಲಾ ಅಧಿಕಾರಿ ತಿಳಿಸಿದ್ದಾರೆ.: [40, 1297, 268, 1383]
photo-memorandum: [894, 1102, 1084, 1184]
lead-body-col1: [294, 540, 500, 1044]
